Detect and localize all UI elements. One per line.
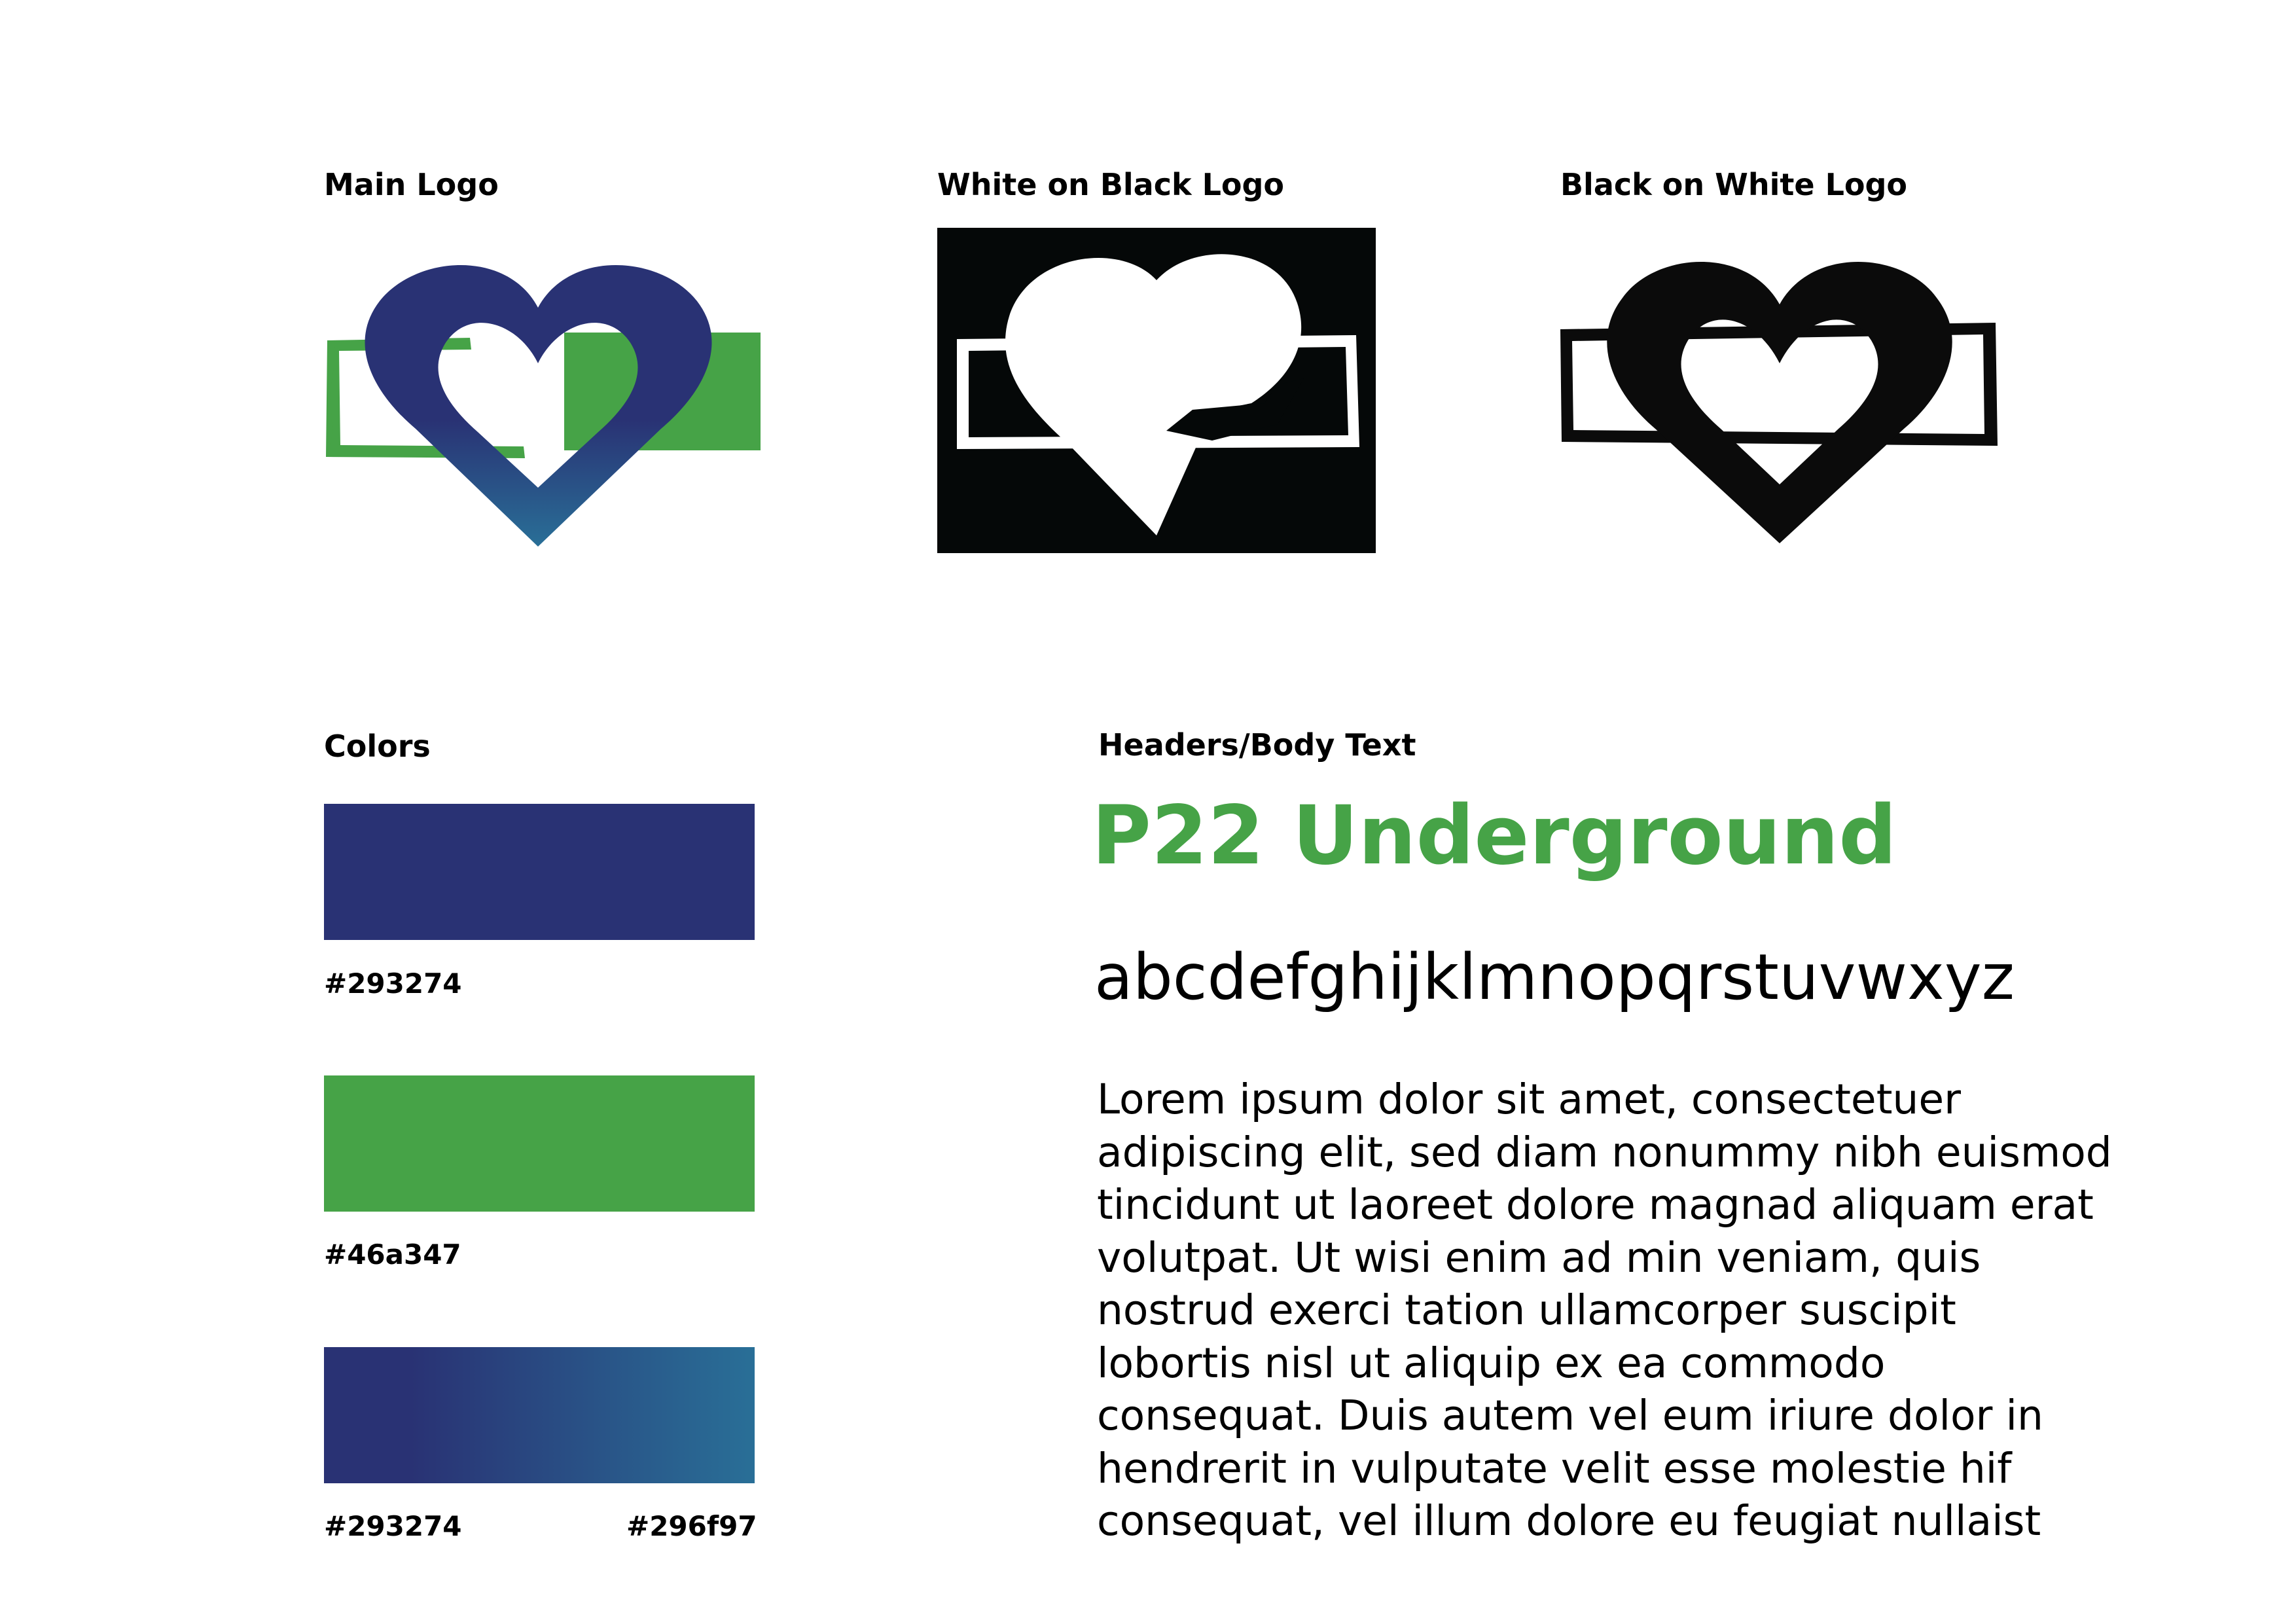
color-swatch-primary	[324, 804, 755, 940]
black-on-white-logo	[1560, 232, 2005, 547]
color-hex-primary: #293274	[324, 967, 462, 1000]
typography-section-label: Headers/Body Text	[1098, 727, 1416, 763]
main-logo-label: Main Logo	[324, 167, 499, 202]
heart-rectangle-logo-icon	[321, 236, 766, 550]
color-swatch-gradient	[324, 1347, 755, 1483]
font-name-heading: P22 Underground	[1092, 789, 1897, 883]
color-hex-secondary: #46a347	[324, 1238, 461, 1271]
heart-rectangle-logo-mono-icon	[1560, 232, 2005, 547]
color-swatch-secondary	[324, 1075, 755, 1212]
gradient-hex-end: #296f97	[626, 1510, 757, 1542]
gradient-hex-start: #293274	[324, 1510, 462, 1542]
body-text-sample: Lorem ipsum dolor sit amet, consectetuer adipiscing elit, sed diam nonummy nibh euismod tincidunt ut laoreet dolore magnad aliquam erat volutpat. Ut wisi enim ad min veniam, quis nostrud exerci tation ullamcorper suscipit lobortis nisl ut aliquip ex ea commodo consequat. Duis autem vel eum iriure dolor in hendrerit in vulputate velit esse molestie hif consequat, vel illum dolore eu feugiat nullaist	[1097, 1075, 2112, 1545]
white-on-black-logo	[937, 228, 1376, 553]
black-on-white-logo-label: Black on White Logo	[1560, 167, 1908, 202]
white-on-black-logo-label: White on Black Logo	[937, 167, 1285, 202]
alphabet-sample: abcdefghijklmnopqrstuvwxyz	[1094, 941, 2015, 1014]
colors-section-label: Colors	[324, 729, 431, 764]
main-logo	[321, 236, 766, 550]
heart-rectangle-logo-inverted-icon	[937, 228, 1376, 553]
